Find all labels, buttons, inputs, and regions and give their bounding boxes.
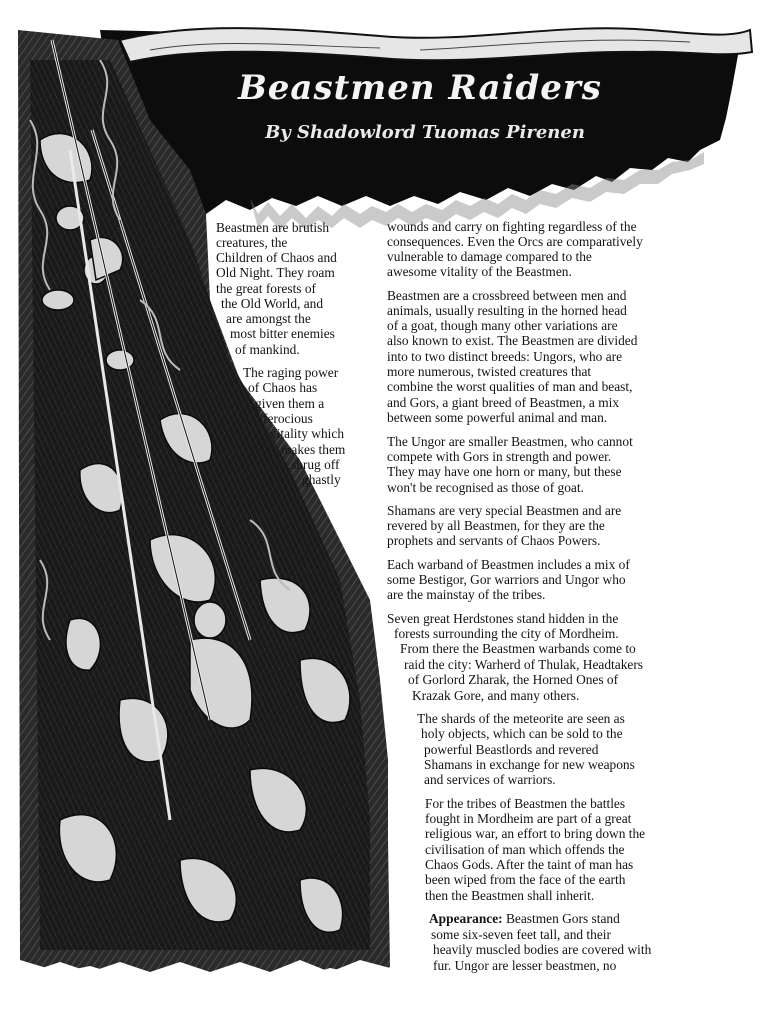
right-text-line: fur. Ungor are lesser beastmen, no	[433, 958, 617, 973]
right-text-line: compete with Gors in strength and power.	[387, 449, 612, 464]
right-text-line: are the mainstay of the tribes.	[387, 587, 546, 602]
right-text-line: been wiped from the face of the earth	[425, 872, 626, 887]
warrior-head	[194, 602, 226, 638]
right-text-line: religious war, an effort to bring down the	[425, 826, 646, 841]
left-text-line: shrug off	[291, 457, 340, 472]
right-text-line: won't be recognised as those of goat.	[387, 480, 584, 495]
left-text-line: makes them	[281, 442, 346, 457]
left-text-line: given them a	[255, 396, 325, 411]
right-text-line: between some powerful animal and man.	[387, 410, 608, 425]
left-text-line: most bitter enemies	[230, 326, 335, 341]
left-text-line: creatures, the	[216, 235, 288, 250]
right-text-line: also known to exist. The Beastmen are divided	[387, 333, 638, 348]
right-text-line: more numerous, twisted creatures that	[387, 364, 592, 379]
right-text-line: fought in Mordheim are part of a great	[425, 811, 632, 826]
left-text-line: the great forests of	[216, 281, 317, 296]
right-text-line: Chaos Gods. After the taint of man has	[425, 857, 634, 872]
right-text-line: then the Beastmen shall inherit.	[425, 888, 595, 903]
left-text-line: are amongst the	[226, 311, 311, 326]
left-text-line: The raging power	[243, 365, 339, 380]
right-text-line: The Ungor are smaller Beastmen, who cannot	[387, 434, 633, 449]
left-text-line: the Old World, and	[221, 296, 324, 311]
right-text-line: consequences. Even the Orcs are comparatively	[387, 234, 643, 249]
left-text-line: of mankind.	[235, 342, 300, 357]
right-text-line: Shamans are very special Beastmen and are	[387, 503, 622, 518]
appearance-text: Beastmen Gors stand	[502, 911, 620, 926]
right-text-line: raid the city: Warherd of Thulak, Headtakers	[404, 657, 643, 672]
right-text-line: For the tribes of Beastmen the battles	[425, 796, 626, 811]
right-text-line	[429, 911, 620, 926]
page-title: Beastmen Raiders	[238, 68, 602, 108]
right-text-line: and services of warriors.	[424, 772, 556, 787]
right-text-line: Krazak Gore, and many others.	[412, 688, 580, 703]
right-text-line: Each warband of Beastmen includes a mix of	[387, 557, 630, 572]
left-text-line: Beastmen are brutish	[216, 220, 330, 235]
left-text-line: Old Night. They roam	[216, 265, 335, 280]
right-text-line: of a goat, though many other variations are	[387, 318, 618, 333]
right-text-line: forests surrounding the city of Mordheim.	[394, 626, 619, 641]
right-text-line: Shamans in exchange for new weapons	[424, 757, 635, 772]
right-text-line: into to two distinct breeds: Ungors, who are	[387, 349, 623, 364]
left-text-line: vitality which	[270, 426, 345, 441]
right-text-line: holy objects, which can be sold to the	[421, 726, 623, 741]
left-text-line: ghastly	[302, 472, 341, 487]
right-text-line: They may have one horn or many, but these	[387, 464, 622, 479]
right-text-line: some six-seven feet tall, and their	[431, 927, 611, 942]
right-text-line: powerful Beastlords and revered	[424, 742, 599, 757]
right-text-line: revered by all Beastmen, for they are the	[387, 518, 605, 533]
right-text-line: awesome vitality of the Beastmen.	[387, 264, 572, 279]
byline: By Shadowlord Tuomas Pirenen	[265, 122, 585, 143]
right-text-line: heavily muscled bodies are covered with	[433, 942, 652, 957]
right-text-line: some Bestigor, Gor warriors and Ungor who	[387, 572, 626, 587]
right-text-line: wounds and carry on fighting regardless of the	[387, 219, 637, 234]
right-text-line: The shards of the meteorite are seen as	[417, 711, 625, 726]
right-text-line: Seven great Herdstones stand hidden in the	[387, 611, 619, 626]
right-text-line: of Gorlord Zharak, the Horned Ones of	[408, 672, 619, 687]
right-text-line: and Gors, a giant breed of Beastmen, a mix	[387, 395, 620, 410]
left-text-line: of Chaos has	[248, 380, 318, 395]
right-text-line: combine the worst qualities of man and beast,	[387, 379, 633, 394]
right-text-line: Beastmen are a crossbreed between men and	[387, 288, 627, 303]
left-text-line: Children of Chaos and	[216, 250, 337, 265]
left-text-line: ferocious	[263, 411, 313, 426]
right-text-line: prophets and servants of Chaos Powers.	[387, 533, 601, 548]
right-text-line: civilisation of man which offends the	[425, 842, 625, 857]
right-text-line: animals, usually resulting in the horned head	[387, 303, 627, 318]
right-text-line: From there the Beastmen warbands come to	[400, 641, 636, 656]
right-text-line: vulnerable to damage compared to the	[387, 249, 592, 264]
appearance-label: Appearance:	[429, 911, 503, 926]
